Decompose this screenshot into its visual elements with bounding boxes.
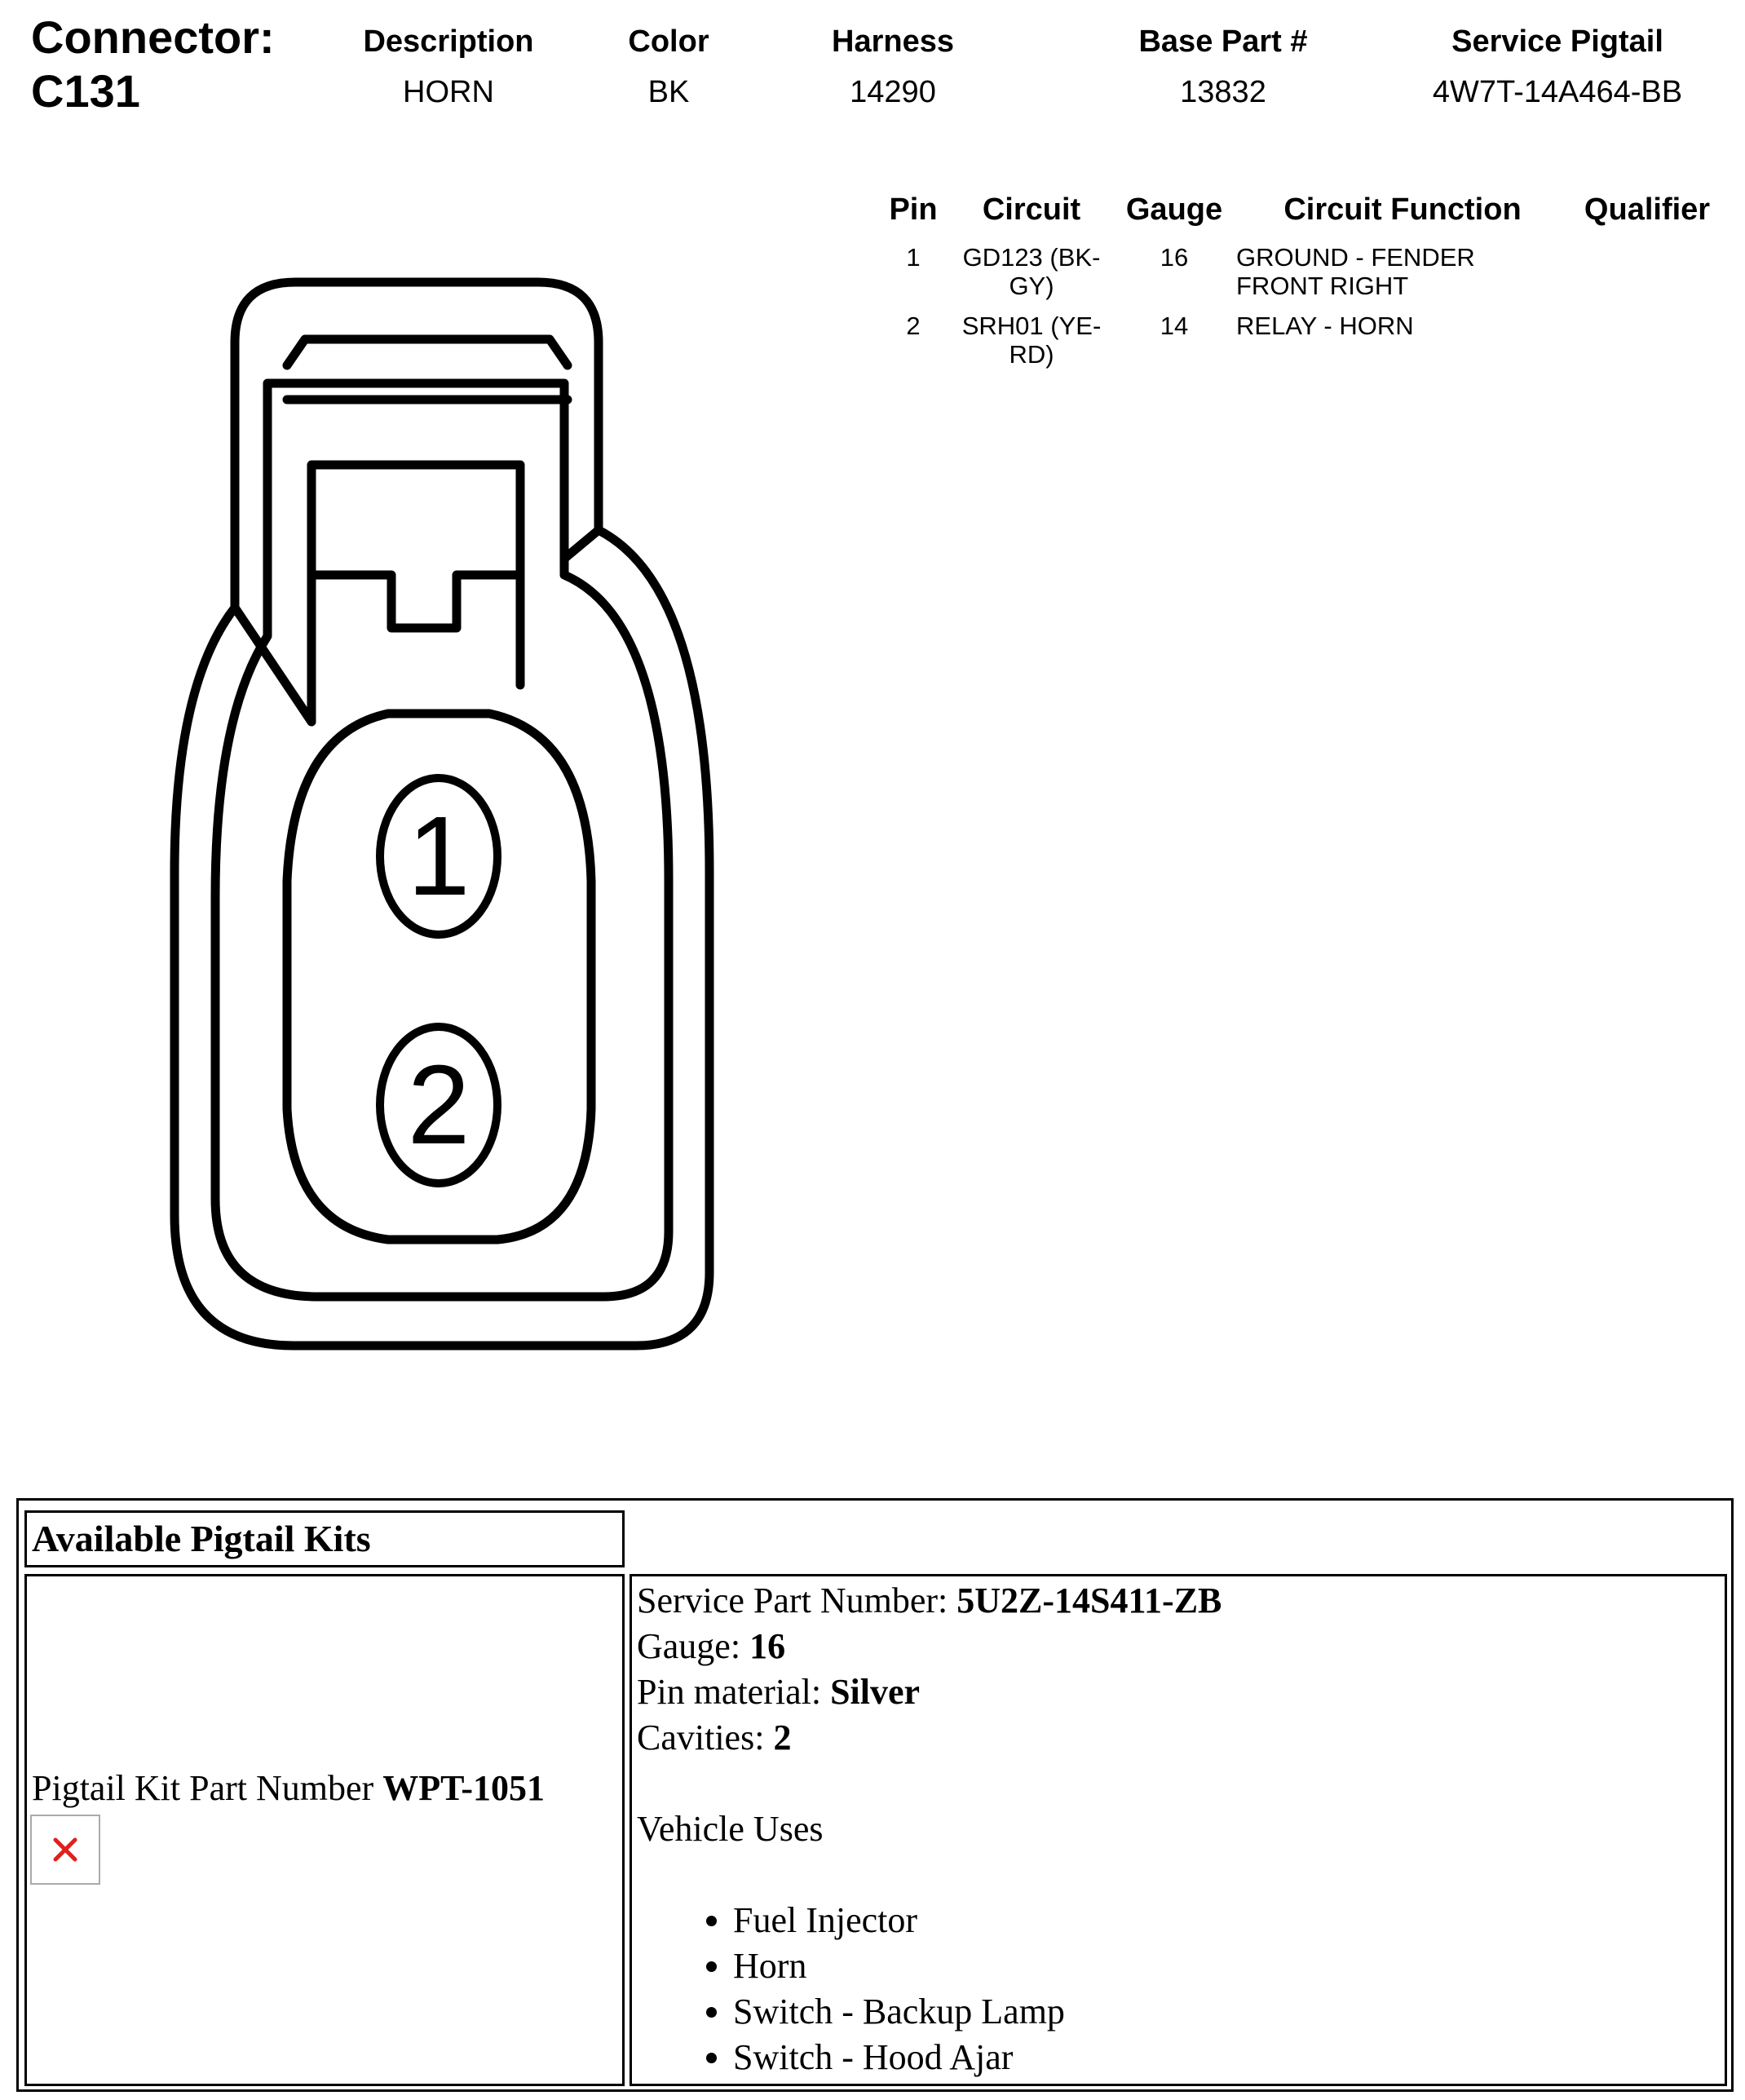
base-part-header: Base Part #: [1138, 24, 1308, 59]
function-line: RELAY - HORN: [1236, 312, 1414, 340]
pin-1-label: 1: [407, 794, 470, 919]
connector-id: C131: [31, 65, 140, 117]
pigtail-header-cell: [24, 1510, 625, 1567]
pin-header: Pin: [889, 192, 938, 227]
table-row-function: [1236, 243, 1562, 300]
pigtail-kit-cell: [24, 1574, 625, 2086]
service-part-label: Service Part Number:: [637, 1581, 957, 1620]
list-item: • Fuel Injector: [733, 1898, 1222, 1943]
table-row-pin: 1: [906, 243, 921, 272]
gauge-value: 16: [749, 1626, 786, 1666]
circuit-header: Circuit: [982, 192, 1081, 227]
circuit-line: GY): [1009, 272, 1054, 300]
color-value: BK: [647, 75, 690, 109]
pin-material-label: Pin material:: [637, 1672, 831, 1712]
connector-label: Connector:: [31, 11, 275, 63]
list-item: • Switch - Hood Ajar: [733, 2035, 1222, 2080]
service-part-line: [637, 1578, 1222, 1624]
broken-image-icon: [30, 1815, 100, 1885]
base-part-value: 13832: [1180, 75, 1266, 109]
cavities-line: [637, 1715, 1222, 1761]
function-line: GROUND - FENDER: [1236, 243, 1475, 272]
gauge-header: Gauge: [1125, 192, 1223, 227]
table-row-gauge: 16: [1160, 243, 1189, 272]
pigtail-kit-line: [32, 1766, 545, 1811]
pigtail-detail-cell: [630, 1574, 1727, 2086]
gauge-line: [637, 1624, 1222, 1669]
cavities-label: Cavities:: [637, 1718, 774, 1757]
qualifier-header: Qualifier: [1584, 192, 1711, 227]
circuit-function-header: Circuit Function: [1283, 192, 1522, 227]
description-header: Description: [363, 24, 534, 59]
pigtail-header: Available Pigtail Kits: [32, 1518, 371, 1559]
kit-label: Pigtail Kit Part Number: [32, 1768, 383, 1808]
gauge-label: Gauge:: [637, 1626, 750, 1666]
list-item: • Switch - Backup Lamp: [733, 1989, 1222, 2035]
pin-material-value: Silver: [830, 1672, 921, 1712]
locking-tab: [287, 339, 568, 400]
pin-2-label: 2: [407, 1042, 470, 1168]
circuit-line: SRH01 (YE-: [961, 312, 1102, 340]
circuit-line: GD123 (BK-: [962, 243, 1101, 272]
pin-material-line: [637, 1669, 1222, 1715]
vehicle-uses-list: [632, 1898, 1222, 2080]
harness-value: 14290: [850, 75, 936, 109]
circuit-line: RD): [1009, 340, 1054, 369]
service-part-value: 5U2Z-14S411-ZB: [956, 1581, 1222, 1620]
table-row-circuit: [954, 243, 1109, 300]
harness-header: Harness: [832, 24, 954, 59]
table-row-pin: 2: [906, 312, 921, 340]
color-header: Color: [628, 24, 709, 59]
table-row-circuit: [954, 312, 1109, 369]
latch-window: [311, 465, 520, 722]
service-pigtail-value: 4W7T-14A464-BB: [1432, 75, 1683, 109]
connector-face-diagram: [147, 261, 766, 1386]
cavities-value: 2: [773, 1718, 792, 1757]
list-item: • Horn: [733, 1943, 1222, 1989]
kit-number[interactable]: WPT-1051: [382, 1768, 546, 1808]
description-value: HORN: [403, 75, 494, 109]
table-row-gauge: 14: [1160, 312, 1189, 340]
table-row-function: [1236, 312, 1562, 340]
function-line: FRONT RIGHT: [1236, 272, 1409, 300]
service-pigtail-header: Service Pigtail: [1451, 24, 1663, 59]
vehicle-uses-heading: Vehicle Uses: [637, 1809, 824, 1849]
